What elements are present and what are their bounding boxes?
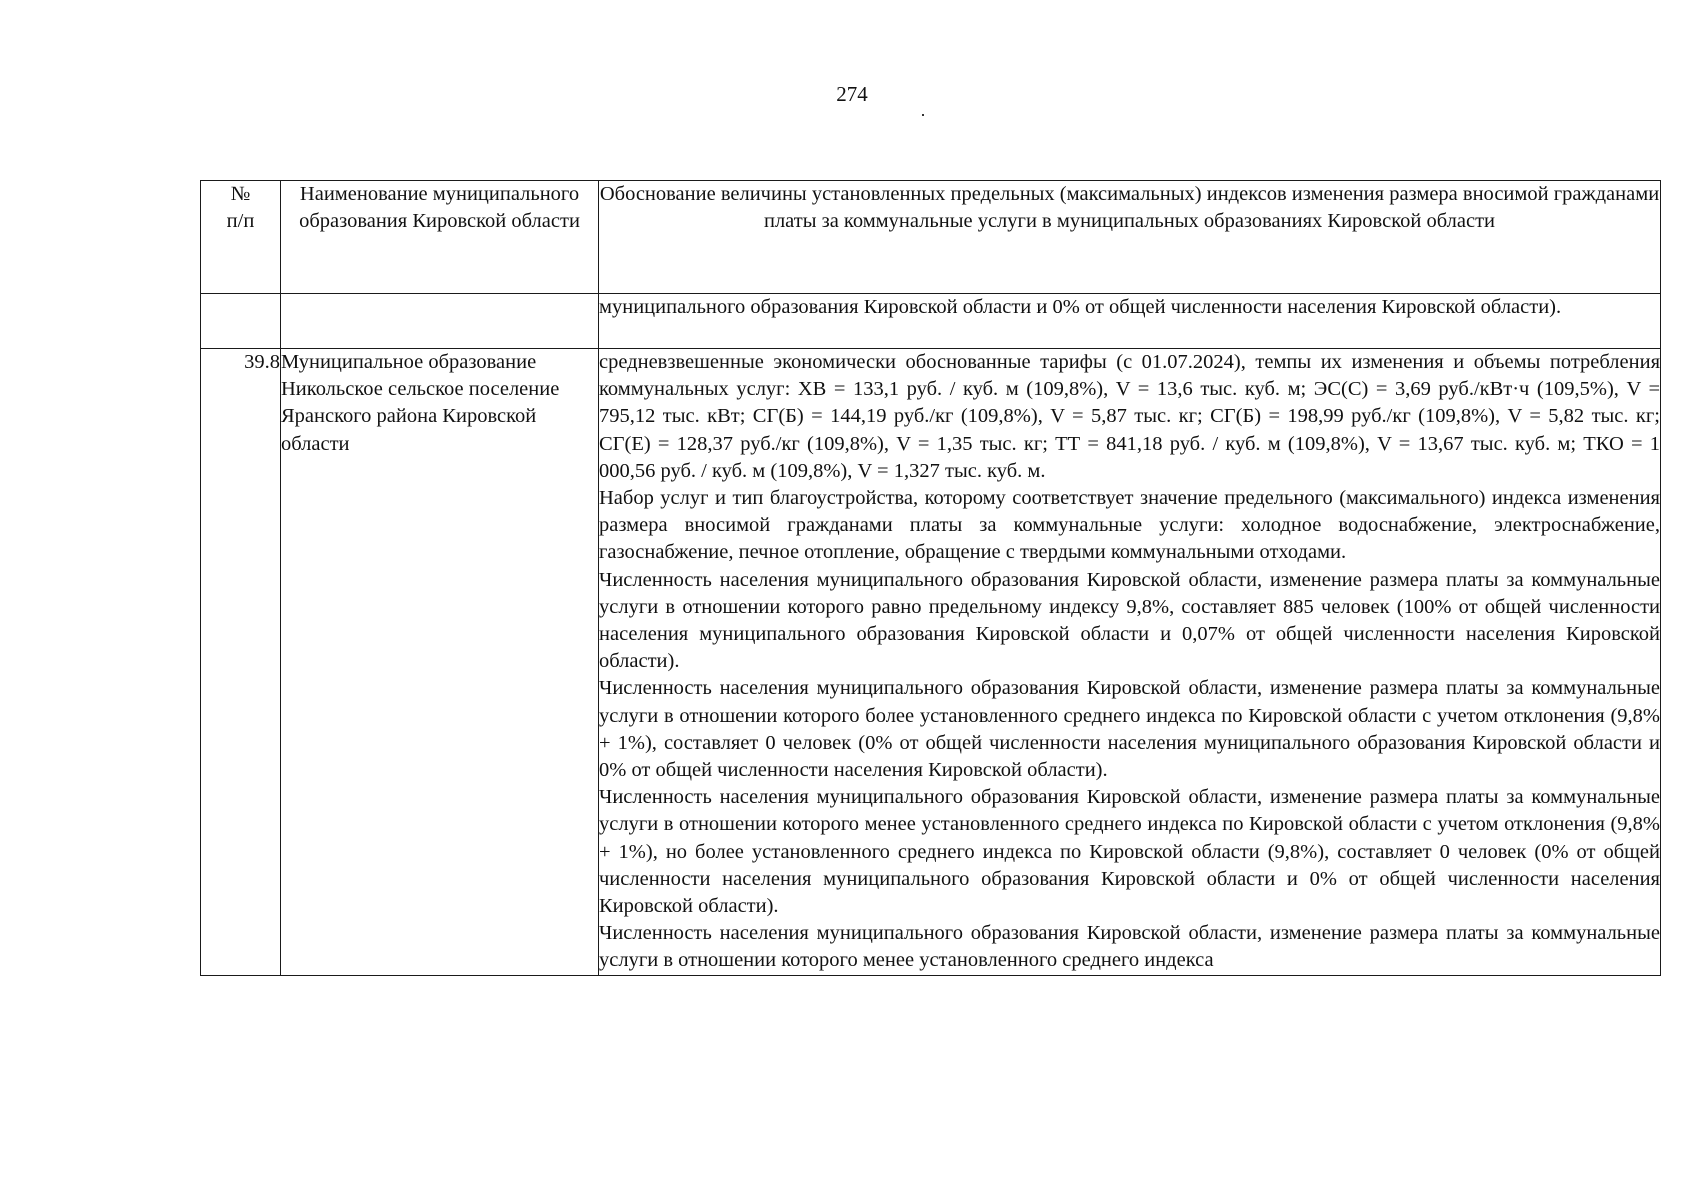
table-row-continuation bbox=[201, 294, 1661, 349]
basis-paragraph-population-above: Численность населения муниципального образования Кировской области, изменение размера платы за коммунальные услуги в отношении которого более установленного среднего индекса по Кировской области с учетом отклонения (9,8% + 1%), составляет 0 человек (0% от общей численности населения муниципального образования Кировской области и 0% от общей численности населения Кировской области). bbox=[599, 677, 1660, 782]
table-header-row bbox=[201, 181, 1661, 294]
header-municipality-name bbox=[281, 181, 599, 294]
tariff-index-table bbox=[200, 180, 1661, 976]
cell-name bbox=[281, 294, 599, 349]
basis-paragraph-population-below: Численность населения муниципального образования Кировской области, изменение размера платы за коммунальные услуги в отношении которого менее установленного среднего индекса bbox=[599, 922, 1660, 972]
header-basis bbox=[599, 181, 1661, 294]
basis-paragraph-services: Набор услуг и тип благоустройства, которому соответствует значение предельного (максимального) индекса изменения размера вносимой гражданами платы за коммунальные услуги: холодное водоснабжение, электроснабжение, газоснабжение, печное отопление, обращение с твердыми коммунальными отходами. bbox=[599, 487, 1660, 564]
page-number-mark bbox=[922, 114, 924, 116]
page-number: 274 bbox=[836, 82, 868, 106]
basis-paragraph: муниципального образования Кировской области и 0% от общей численности населения Кировской области). bbox=[599, 296, 1562, 318]
cell-number: 39.8 bbox=[201, 349, 281, 976]
basis-paragraph-population-between: Численность населения муниципального образования Кировской области, изменение размера платы за коммунальные услуги в отношении которого менее установленного среднего индекса по Кировской области с учетом отклонения (9,8% + 1%), но более установленного среднего индекса по Кировской области (9,8%), составляет 0 человек (0% от общей численности населения муниципального образования Кировской области и 0% от общей численности населения Кировской области). bbox=[599, 786, 1660, 918]
cell-number bbox=[201, 294, 281, 349]
basis-paragraph-tariffs: средневзвешенные экономически обоснованные тарифы (с 01.07.2024), темпы их изменения и объемы потребления коммунальных услуг: ХВ = 133,1 руб. / куб. м (109,8%), V = 13,6 тыс. куб. м; ЭС(С) = 3,69 руб./кВт·ч (109,5%), V = 795,12 тыс. кВт; СГ(Б) = 144,19 руб./кг (109,8%), V = 5,87 тыс. кг; СГ(Б) = 198,99 руб./кг (109,8%), V = 5,82 тыс. кг; СГ(Е) = 128,37 руб./кг (109,8%), V = 1,35 тыс. кг; ТТ = 841,18 руб. / куб. м (109,8%), V = 13,67 тыс. куб. м; ТКО = 1 000,56 руб. / куб. м (109,8%), V = 1,327 тыс. куб. м. bbox=[599, 351, 1660, 482]
header-number bbox=[201, 181, 281, 294]
cell-name: Муниципальное образование Никольское сельское поселение Яранского района Кировской области bbox=[281, 349, 599, 976]
table-row-39-8 bbox=[201, 349, 1661, 976]
cell-basis bbox=[599, 349, 1661, 976]
basis-paragraph-population-equal: Численность населения муниципального образования Кировской области, изменение размера платы за коммунальные услуги в отношении которого равно предельному индексу 9,8%, составляет 885 человек (100% от общей численности населения муниципального образования Кировской области и 0,07% от общей численности населения Кировской области). bbox=[599, 568, 1660, 673]
cell-basis bbox=[599, 294, 1661, 349]
header-number-label: № п/п bbox=[226, 183, 255, 233]
header-name-label: Наименование муниципального образования Кировской области bbox=[299, 183, 580, 233]
header-basis-label: Обоснование величины установленных предельных (максимальных) индексов изменения размера вносимой гражданами платы за коммунальные услуги в муниципальных образованиях Кировской области bbox=[599, 183, 1660, 233]
